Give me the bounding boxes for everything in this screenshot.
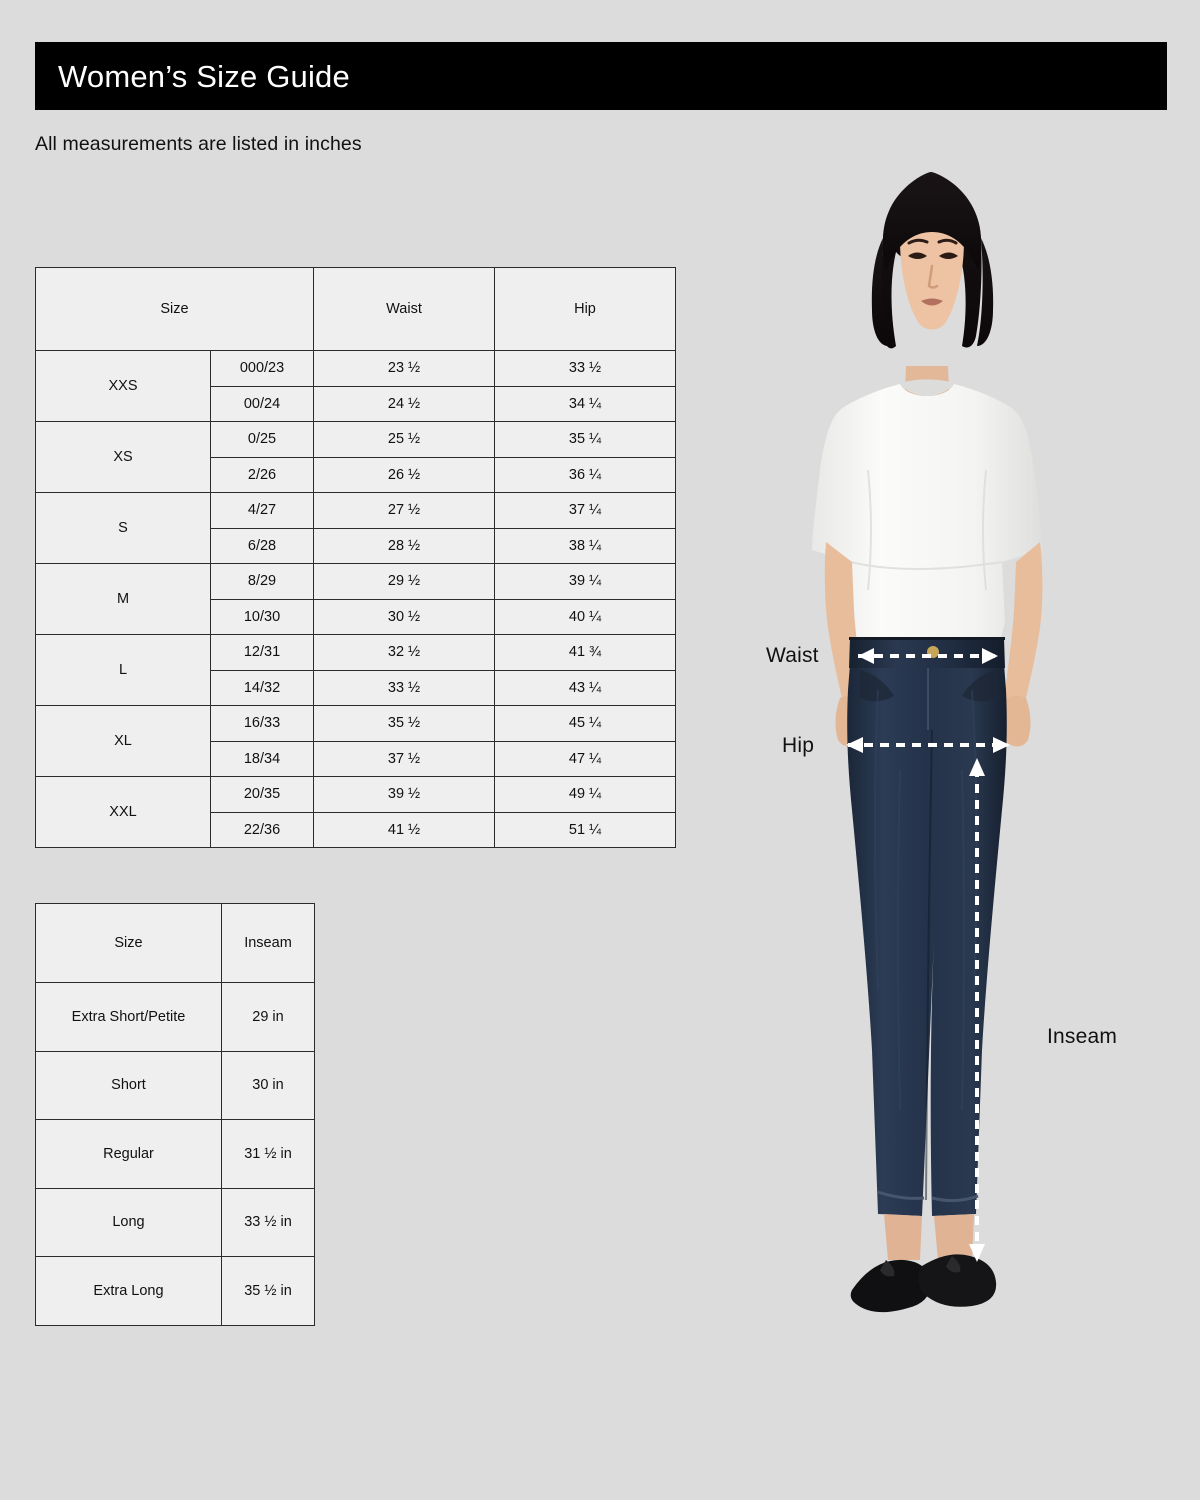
size-number-cell: 18/34 [211,741,314,777]
table-row [36,351,676,387]
hip-cell: 39 ¼ [495,564,676,600]
size-number-cell: 00/24 [211,386,314,422]
waist-cell: 30 ½ [314,599,495,635]
waist-cell: 32 ½ [314,635,495,671]
size-group-cell: XL [36,706,211,777]
size-number-cell: 20/35 [211,777,314,813]
table-row [36,1257,315,1326]
inseam-length-table [35,903,315,1326]
inseam-size-cell: Regular [36,1120,222,1189]
hip-cell: 43 ¼ [495,670,676,706]
hip-cell: 33 ½ [495,351,676,387]
table-row [36,1051,315,1120]
waist-label: Waist [766,644,819,667]
inseam-size-cell: Short [36,1051,222,1120]
waist-cell: 39 ½ [314,777,495,813]
waist-cell: 26 ½ [314,457,495,493]
table-row [36,1120,315,1189]
size-group-cell: L [36,635,211,706]
waist-cell: 33 ½ [314,670,495,706]
inseam-value-cell: 29 in [222,983,315,1052]
page-title-bar [35,42,1167,110]
size-number-cell: 6/28 [211,528,314,564]
inseam-value-cell: 31 ½ in [222,1120,315,1189]
size-number-cell: 10/30 [211,599,314,635]
size-number-cell: 4/27 [211,493,314,529]
inseam-value-cell: 33 ½ in [222,1188,315,1257]
table-row [36,1188,315,1257]
size-number-cell: 12/31 [211,635,314,671]
waist-cell: 25 ½ [314,422,495,458]
size-number-cell: 000/23 [211,351,314,387]
size-number-cell: 0/25 [211,422,314,458]
size-group-cell: XXL [36,777,211,848]
size-number-cell: 16/33 [211,706,314,742]
size-group-cell: M [36,564,211,635]
hip-cell: 37 ¼ [495,493,676,529]
table-row [36,777,676,813]
table-row [36,635,676,671]
size-number-cell: 8/29 [211,564,314,600]
size-group-cell: S [36,493,211,564]
hip-label: Hip [782,734,815,757]
size-group-cell: XS [36,422,211,493]
table-row [36,422,676,458]
waist-cell: 29 ½ [314,564,495,600]
size-group-cell: XXS [36,351,211,422]
table-row [36,706,676,742]
hip-cell: 51 ¼ [495,812,676,848]
hip-cell: 34 ¼ [495,386,676,422]
hip-cell: 35 ¼ [495,422,676,458]
inseam-size-cell: Long [36,1188,222,1257]
column-header-inseam: Inseam [222,904,315,983]
page-title: Women’s Size Guide [58,58,350,94]
inseam-size-cell: Extra Short/Petite [36,983,222,1052]
inseam-size-cell: Extra Long [36,1257,222,1326]
waist-cell: 23 ½ [314,351,495,387]
hip-cell: 45 ¼ [495,706,676,742]
size-number-cell: 2/26 [211,457,314,493]
hip-cell: 38 ¼ [495,528,676,564]
table-header-row [36,904,315,983]
inseam-value-cell: 30 in [222,1051,315,1120]
waist-cell: 27 ½ [314,493,495,529]
hip-cell: 49 ¼ [495,777,676,813]
size-number-cell: 22/36 [211,812,314,848]
waist-cell: 24 ½ [314,386,495,422]
waist-cell: 41 ½ [314,812,495,848]
table-row [36,493,676,529]
hip-cell: 36 ¼ [495,457,676,493]
inseam-label: Inseam [1047,1025,1118,1048]
table-header-row [36,268,676,351]
table-row [36,983,315,1052]
waist-cell: 37 ½ [314,741,495,777]
model-photo [700,170,1200,1440]
hip-cell: 40 ¼ [495,599,676,635]
inseam-value-cell: 35 ½ in [222,1257,315,1326]
size-number-cell: 14/32 [211,670,314,706]
column-header-hip: Hip [495,268,676,351]
hip-cell: 41 ¾ [495,635,676,671]
waist-cell: 35 ½ [314,706,495,742]
size-measurements-table [35,267,676,848]
waist-cell: 28 ½ [314,528,495,564]
measurement-diagram [700,170,1200,1440]
column-header-size: Size [36,268,314,351]
page-subtitle: All measurements are listed in inches [35,133,362,155]
hip-cell: 47 ¼ [495,741,676,777]
column-header-waist: Waist [314,268,495,351]
table-row [36,564,676,600]
column-header-size: Size [36,904,222,983]
